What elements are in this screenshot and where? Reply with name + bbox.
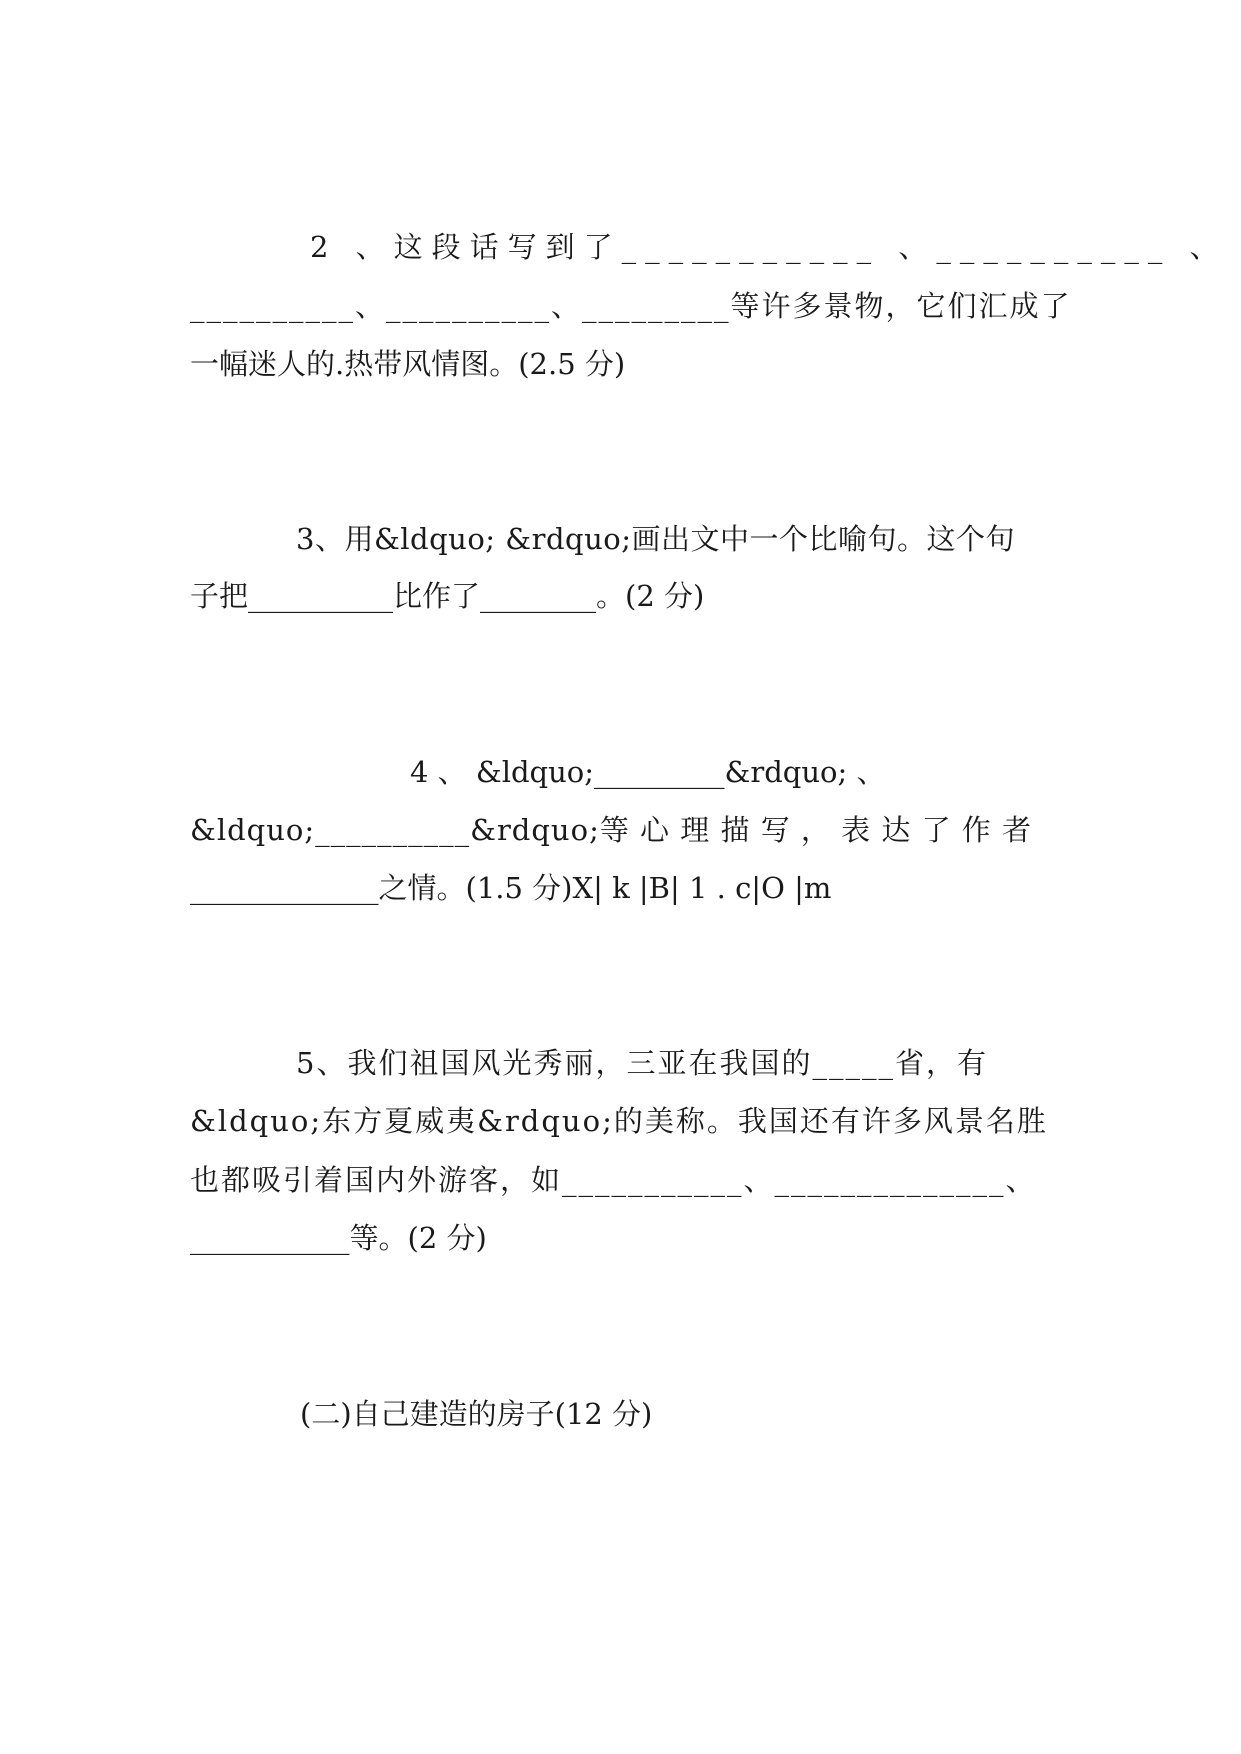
question-2-line-1: 2 、这段话写到了___________ 、__________ 、 — [310, 230, 1228, 264]
question-5-line-4: ___________等。(2 分) — [190, 1221, 487, 1255]
question-5-line-2: &ldquo;东方夏威夷&rdquo;的美称。我国还有许多风景名胜 — [190, 1104, 1048, 1138]
question-5-line-3: 也都吸引着国内外游客，如___________、______________、 — [190, 1163, 1037, 1197]
question-5-line-1: 5、我们祖国风光秀丽，三亚在我国的_____省，有 — [296, 1046, 988, 1080]
question-2-line-3: 一幅迷人的.热带风情图。(2.5 分) — [190, 347, 626, 381]
question-4-line-2: &ldquo;__________&rdquo;等 心 理 描 写 ， 表 达 了 作 者 — [190, 813, 1033, 847]
section-2-heading: (二)自己建造的房子(12 分) — [300, 1397, 653, 1431]
question-4-line-3: _____________之情。(1.5 分)X| k |B| 1 . c|O |m — [190, 871, 832, 905]
question-2-line-2: __________、__________、_________等许多景物，它们汇成了 — [190, 289, 1072, 323]
question-3-line-1: 3、用&ldquo; &rdquo;画出文中一个比喻句。这个句 — [296, 522, 1016, 556]
question-4-line-1: 4 、 &ldquo;_________&rdquo; 、 — [410, 755, 886, 789]
question-3-line-2: 子把__________比作了________。(2 分) — [190, 579, 705, 613]
